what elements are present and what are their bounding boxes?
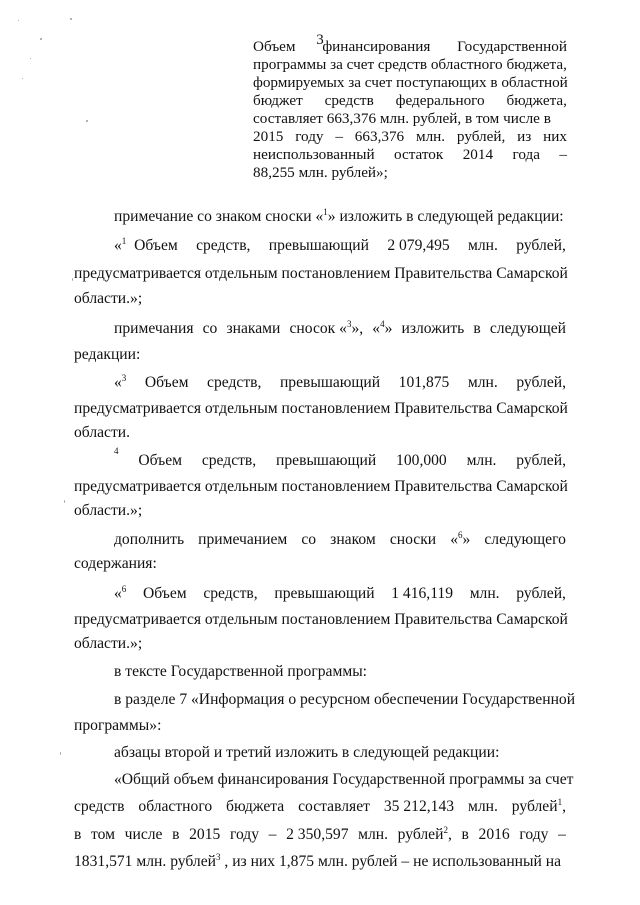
paragraph-line: программы»: [74,717,162,734]
paragraph-line: примечания со знаками сносок «$^3$», «$^4$» изложить в следующей [114,318,566,337]
block-word: них [543,128,567,145]
scan-speck [30,58,31,59]
paragraph-line: в тексте Государственной программы: [114,663,368,680]
block-line [253,92,567,110]
block-word: 2015 [253,128,284,145]
paragraph-line: предусматривается отдельным постановлением Правительства Самарской [74,400,568,417]
block-line [253,164,567,182]
paragraph-line: абзацы второй и третий изложить в следующей редакции: [114,744,500,761]
paragraph-line: области.»; [74,635,143,652]
paragraph-line: примечание со знаком сноски «$^1$» изложить в следующей редакции: [114,206,564,225]
page-number: 3 [316,32,324,48]
block-word: – [559,146,567,163]
paragraph-line: в разделе 7 «Информация о ресурсном обеспечении Государственной [114,691,576,708]
paragraph-line: предусматривается отдельным постановлением Правительства Самарской [74,265,568,282]
scan-speck [60,752,61,755]
block-word: финансирования [322,38,431,55]
block-word: неиспользованный [253,146,375,163]
block-word: году [295,128,324,145]
block-line [253,146,567,164]
block-word: Объем [253,38,296,55]
paragraph-line: редакции: [74,346,141,363]
block-word: из [517,128,532,145]
block-line [253,38,567,56]
block-word: программы за счет средств областного бюджета, [253,56,567,73]
paragraph-line: «$^3$ Объем средств, превышающий 101,875 млн. рублей, [114,372,566,391]
block-word: бюджет [253,92,303,109]
paragraph-line: области.»; [74,290,143,307]
block-word: бюджета, [506,92,567,109]
paragraph-line: предусматривается отдельным постановлением Правительства Самарской [74,611,568,628]
scan-speck [72,278,73,281]
block-word: года [512,146,540,163]
paragraph-line: области. [74,424,131,441]
block-word: млн. [415,128,446,145]
block-line [253,110,567,128]
block-line [253,56,567,74]
block-word: Государственной [457,38,567,55]
block-word: формируемых за счет поступающих в областной [253,74,568,91]
scan-speck [64,500,65,503]
paragraph-line: «$^1$ Объем средств, превышающий 2 079,495 млн. рублей, [114,235,566,254]
block-word: составляет 663,376 млн. рублей, в том числе в [253,110,551,127]
block-word: средств [324,92,374,109]
paragraph-line: средств областного бюджета составляет 35 212,143 млн. рублей$^1$, [74,796,566,815]
paragraph-line: «Общий объем финансирования Государственной программы за счет [114,771,574,788]
scan-speck [70,18,72,20]
paragraph-line: 4 Объем средств, превышающий 100,000 млн. рублей, [114,446,566,469]
paragraph-line: области.»; [74,502,143,519]
paragraph-line: 1831,571 млн. рублей$^3$ , из них 1,875 млн. рублей – не использованный на [74,851,562,870]
paragraph-line: дополнить примечанием со знаком сноски «$^6$» следующего [114,529,566,548]
scan-speck [18,20,19,21]
paragraph-line: содержания: [74,555,157,572]
paragraph-line: в том числе в 2015 году – 2 350,597 млн. рублей$^2$, в 2016 году – [74,824,566,843]
block-word: 2014 [462,146,494,163]
block-word: 88,255 млн. рублей»; [253,164,388,181]
paragraph-line: предусматривается отдельным постановлением Правительства Самарской [74,478,568,495]
block-line [253,74,567,92]
paragraph-line: «$^6$ Объем средств, превышающий 1 416,119 млн. рублей, [114,583,566,602]
block-word: рублей, [456,128,506,145]
block-word: федерального [395,92,485,109]
scan-speck [86,120,88,122]
block-word: 663,376 [354,128,405,145]
block-word: остаток [393,146,444,163]
scan-speck [40,38,42,40]
block-word: – [335,128,343,145]
scan-speck [22,78,23,79]
block-line [253,128,567,146]
